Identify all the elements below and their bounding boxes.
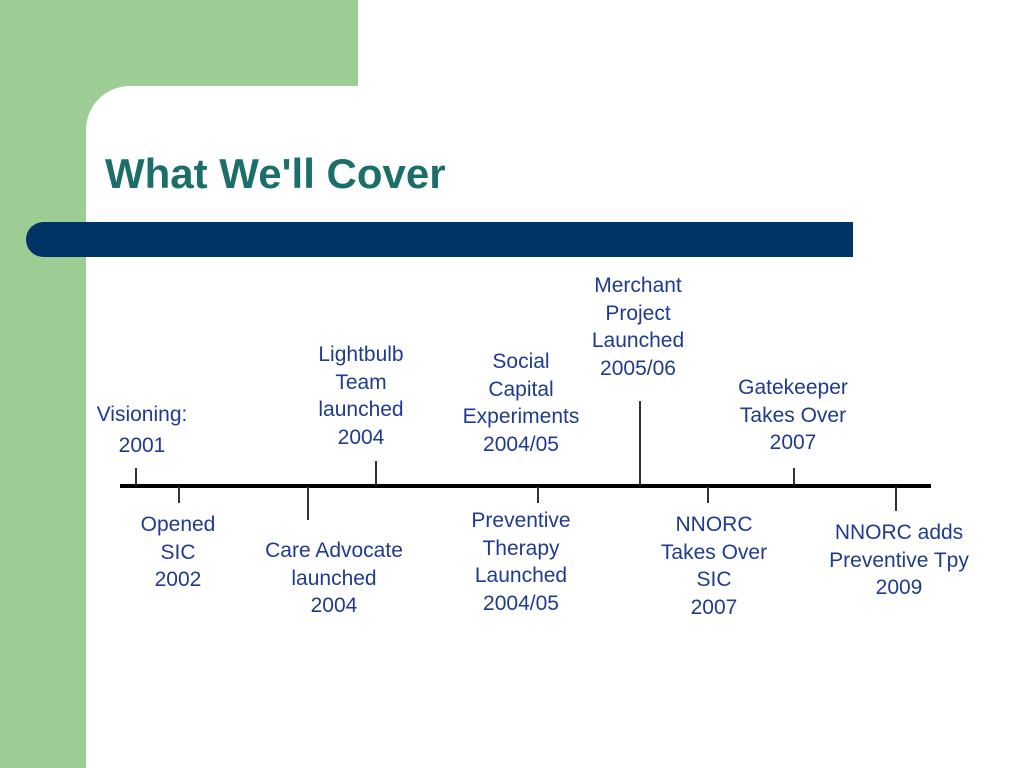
event-line: Gatekeeper	[738, 376, 848, 399]
event-line: Social	[492, 350, 550, 373]
event-lightbulb	[318, 341, 403, 451]
event-gatekeeper	[738, 374, 848, 457]
event-line: 2009	[875, 576, 923, 599]
event-line: launched	[318, 398, 404, 421]
event-preventive-therapy	[471, 507, 570, 617]
event-line: SIC	[696, 568, 732, 591]
event-line: Opened	[140, 513, 216, 536]
event-line: Preventive	[471, 509, 571, 532]
event-line: 2007	[769, 431, 817, 454]
tick-gatekeeper	[793, 468, 795, 485]
event-line: Lightbulb	[318, 343, 404, 366]
tick-merchant	[639, 401, 641, 485]
timeline-axis	[120, 484, 931, 488]
event-line: NNORC adds	[834, 521, 964, 544]
tick-social-capital	[537, 487, 539, 503]
decor-green-strip	[0, 0, 86, 768]
event-nnorc-adds	[829, 519, 969, 602]
event-line: 2004/05	[483, 432, 559, 456]
event-line: Experiments	[462, 405, 580, 428]
event-line: Project	[605, 301, 671, 325]
event-merchant	[592, 272, 684, 382]
event-line: Team	[335, 370, 387, 394]
event-line: NNORC	[675, 513, 753, 536]
event-nnorc-takes-over	[661, 511, 767, 621]
event-line: Care Advocate	[265, 539, 403, 562]
tick-visioning	[135, 468, 137, 485]
event-line: 2007	[690, 595, 738, 619]
event-opened-sic	[141, 511, 216, 594]
event-line: Merchant	[594, 274, 682, 297]
event-line: 2004	[310, 594, 358, 617]
event-line: Launched	[591, 329, 685, 352]
tick-nnorc-adds	[895, 487, 897, 511]
event-visioning	[97, 399, 188, 461]
tick-care-advocate	[307, 487, 309, 520]
event-care-advocate	[265, 537, 403, 620]
event-line: launched	[291, 566, 377, 590]
event-line: 2002	[154, 568, 202, 591]
event-line: Therapy	[482, 536, 560, 560]
slide-title: What We'll Cover	[105, 150, 446, 197]
event-line: 2004	[337, 425, 385, 449]
tick-opened-sic	[178, 487, 180, 503]
event-social-capital	[463, 348, 580, 458]
event-line: Takes Over	[739, 403, 847, 427]
event-line: Capital	[488, 377, 554, 401]
event-line: 2004/05	[483, 591, 559, 615]
event-line: SIC	[160, 540, 196, 564]
event-line: Takes Over	[660, 540, 768, 564]
event-line: 2005/06	[600, 356, 676, 380]
event-line: Launched	[474, 564, 568, 587]
event-line: 2001	[118, 434, 166, 457]
title-underline-bar	[26, 222, 853, 257]
tick-nnorc-sic	[707, 487, 709, 503]
event-line: Visioning:	[96, 403, 188, 426]
event-line: Preventive Tpy	[829, 548, 969, 572]
tick-lightbulb	[375, 461, 377, 485]
